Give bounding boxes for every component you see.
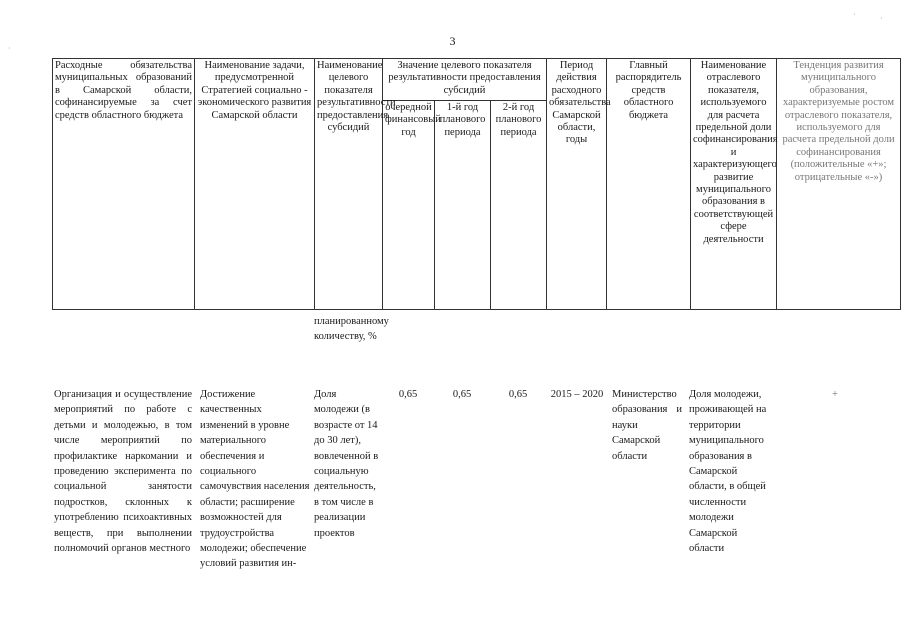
row-value-current-year: 0,65 xyxy=(398,389,418,400)
header-plan-year-2: 2-й год планового периода xyxy=(491,101,547,310)
row-value-plan-year-1: 0,65 xyxy=(452,389,472,400)
row-obligation: Организация и осуществление мероприятий по работе с детьми и молодежью, в том числе мероприятий по профилактике наркомании и проведению эксперимента по социальной занятости подростков, склонных к употреблению психоактивных веществ, при выполнении полномочий органов местного xyxy=(54,389,192,555)
row-sector-indicator: Доля молодежи, проживающей на территории муниципального образования в Самарской области, в общей численности молодежи Самарской области xyxy=(689,389,767,555)
header-indicator: Наименование целевого показателя результативности предоставления субсидий xyxy=(315,59,383,310)
scan-speck: · xyxy=(8,44,11,53)
row-indicator: Доля молодежи (в возрасте от 14 до 30 лет), вовлеченной в социальную деятельность, в том числе в реализации проектов xyxy=(314,389,379,539)
row-distributor: Министерство образования и науки Самарской области xyxy=(612,389,682,462)
header-distributor: Главный распорядитель средств областного бюджета xyxy=(607,59,691,310)
header-period: Период действия расходного обязательства Самарской области, годы xyxy=(547,59,607,310)
header-sector-indicator: Наименование отраслевого показателя, используемого для расчета предельной доли софинансирования и характеризующего развитие муниципального образования в соответствующей сфере деятельности xyxy=(691,59,777,310)
page-number: 3 xyxy=(449,34,456,48)
indicator-continuation: планированному количеству, % xyxy=(314,316,389,343)
header-table xyxy=(52,58,901,310)
header-task: Наименование задачи, предусмотренной Стратегией социально - экономического развития Самарской области xyxy=(195,59,315,310)
row-trend: + xyxy=(832,389,838,400)
header-indicator-value-group: Значение целевого показателя результативности предоставления субсидий xyxy=(383,59,547,101)
scan-speck: · xyxy=(880,14,883,23)
row-period: 2015 – 2020 xyxy=(550,389,604,400)
header-trend: Тенденция развития муниципального образования, характеризуемые ростом отраслевого показателя, используемого для расчета предельной доли софинансирования (положительные «+»; отрицательные «-») xyxy=(777,59,901,310)
row-value-plan-year-2: 0,65 xyxy=(508,389,528,400)
header-current-year: очередной финансовый год xyxy=(383,101,435,310)
row-task: Достижение качественных изменений в уровне материального обеспечения и социального самочувствия населения области; расширение возможностей для трудоустройства молодежи; обеспечение условий развития ин- xyxy=(200,389,310,570)
header-obligations: Расходные обязательства муниципальных образований в Самарской области, софинансируемые за счет средств областного бюджета xyxy=(53,59,195,310)
scan-speck: · xyxy=(853,10,856,19)
header-plan-year-1: 1-й год планового периода xyxy=(435,101,491,310)
